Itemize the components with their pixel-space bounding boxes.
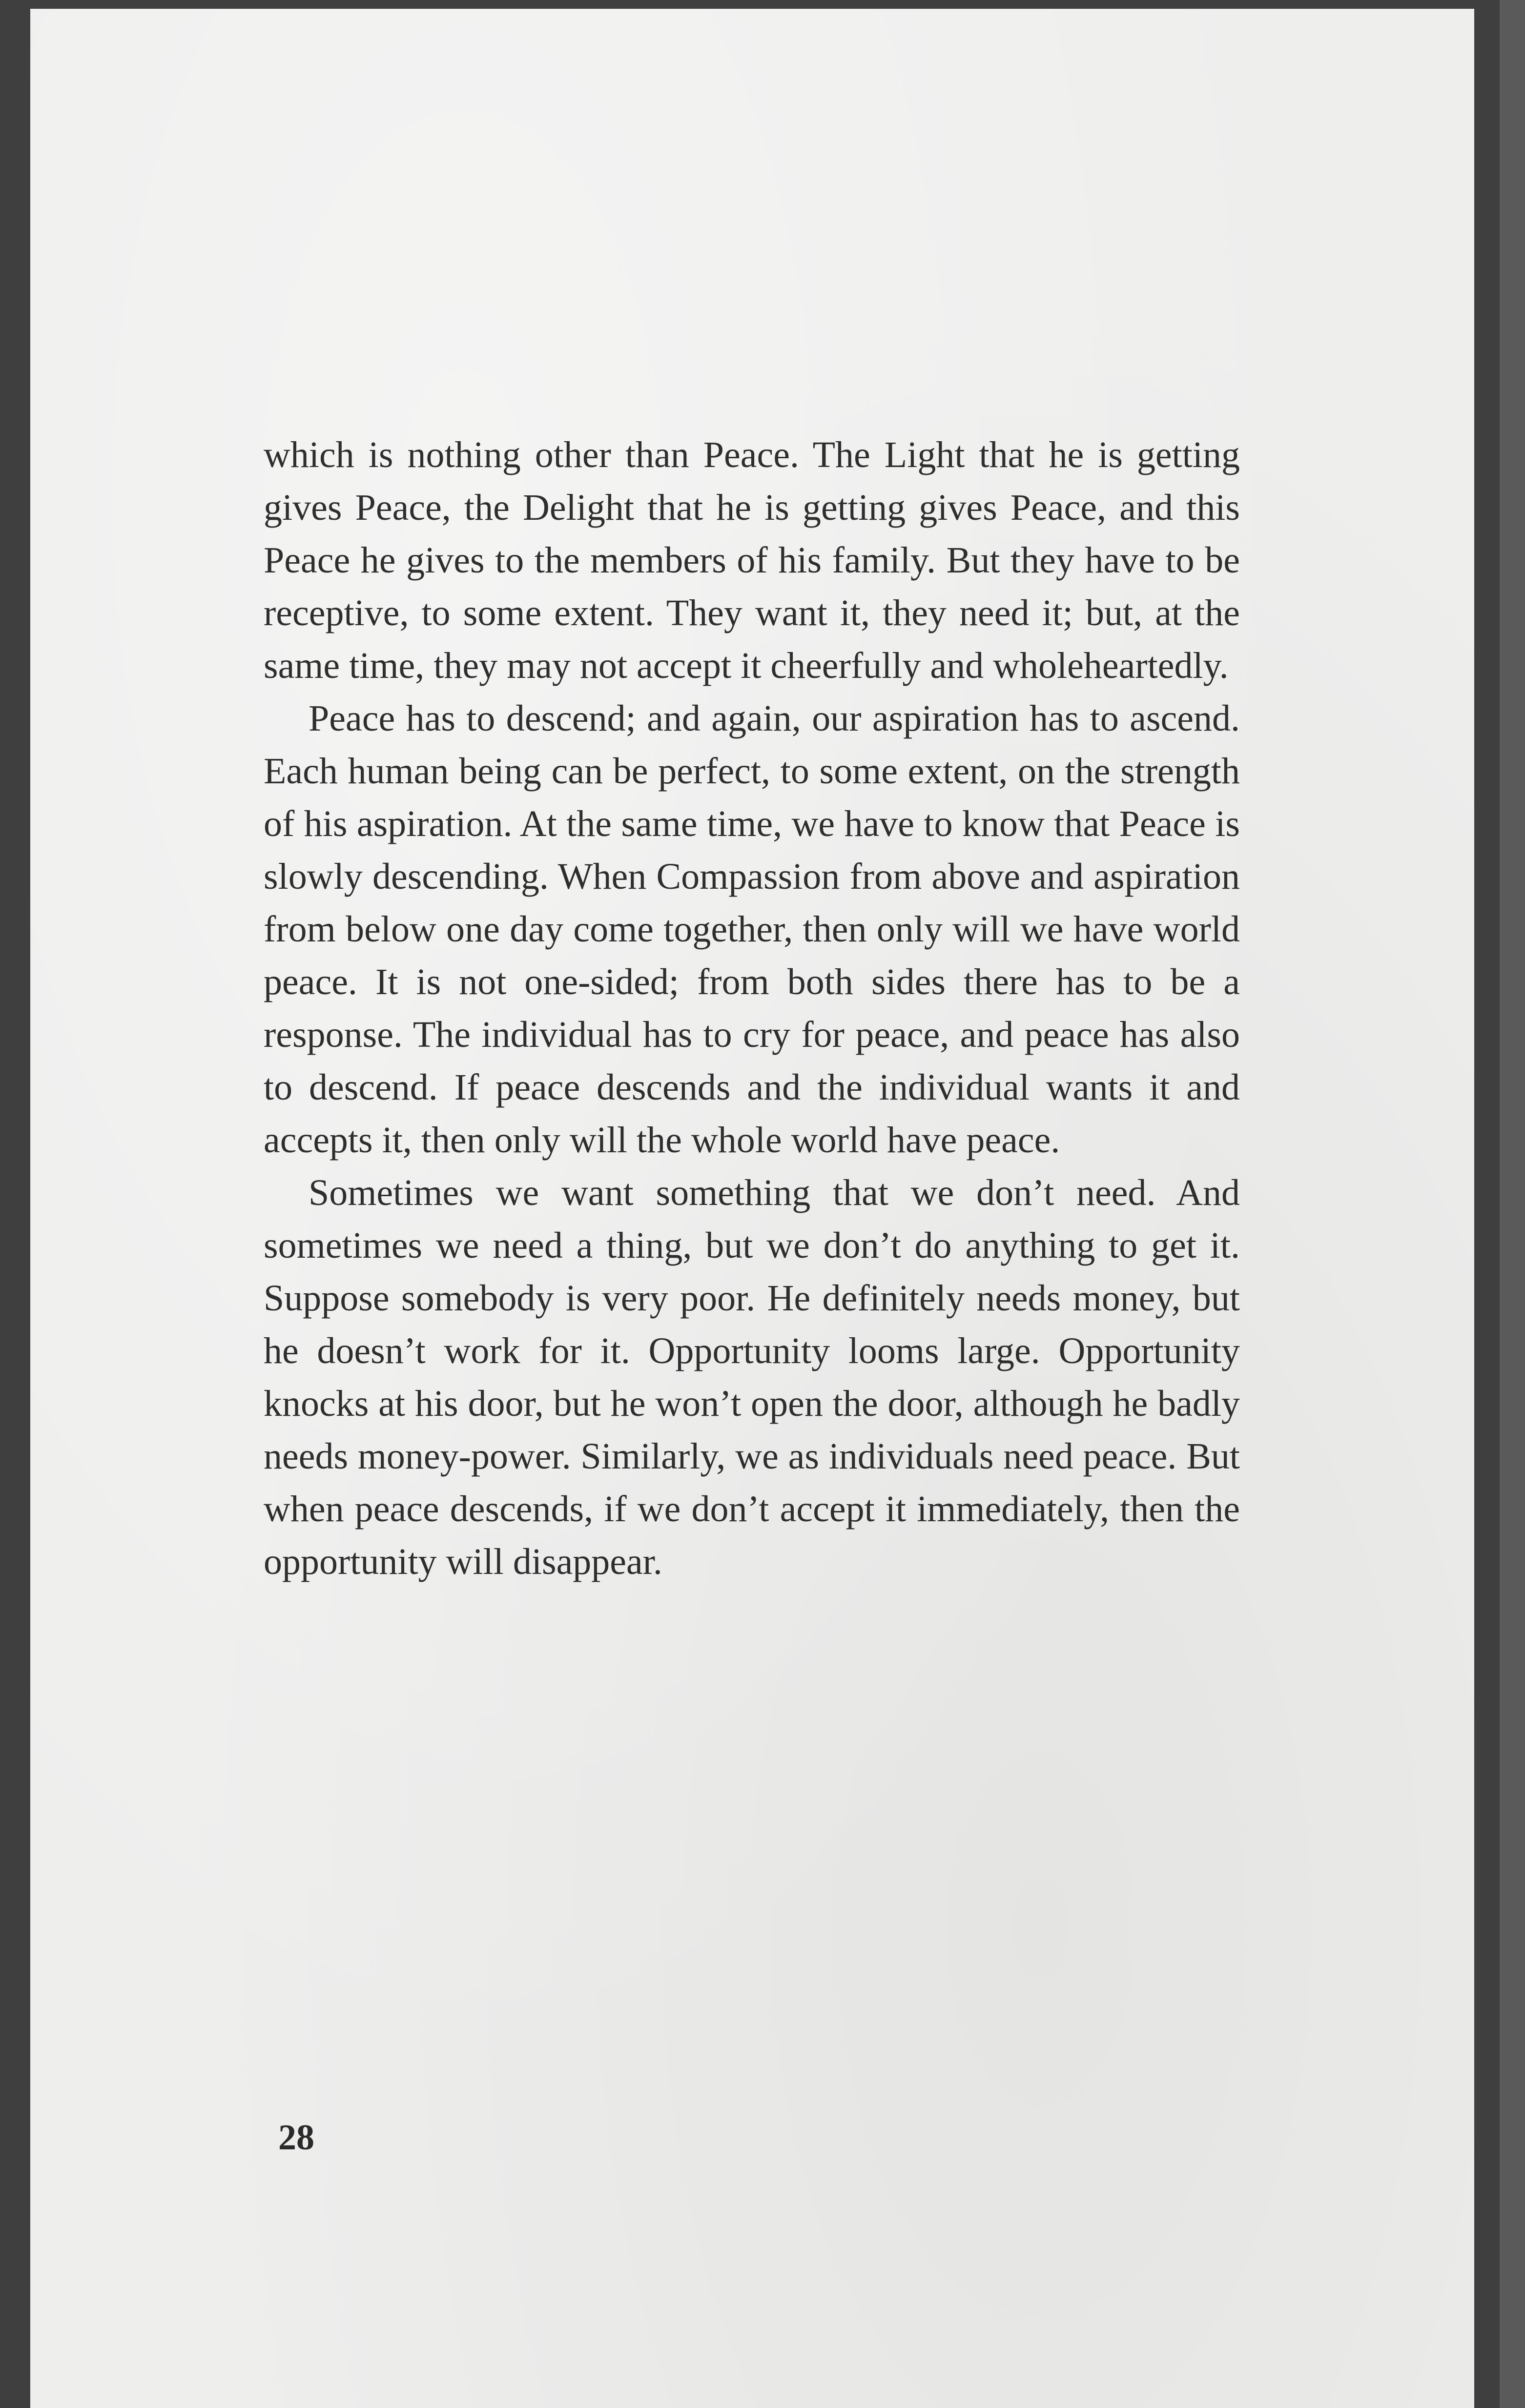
page-number: 28: [278, 2118, 314, 2158]
paragraph-1: which is nothing other than Peace. The Light that he is getting gives Peace, the Delight that he is getting gives Peace, and this Peace he gives to the members of his family. But they have to be receptive, to some extent. They want it, they need it; but, at the same time, they may not accept it cheerfully and wholeheartedly.: [264, 434, 1240, 686]
scan-right-edge: [1500, 0, 1525, 2408]
paragraph-3: Sometimes we want something that we don’t need. And sometimes we need a thing, but we don’t do anything to get it. Suppose somebody is very poor. He definitely needs money, but he doesn’t work for it. Opportunity looms large. Opportunity knocks at his door, but he won’t open the door, although he badly needs money-power. Similarly, we as individuals need peace. But when peace descends, if we don’t accept it immediately, then the opportunity will disappear.: [264, 1172, 1240, 1582]
body-text: [264, 429, 1240, 1588]
paragraph-2: Peace has to descend; and again, our aspiration has to ascend. Each human being can be perfect, to some extent, on the strength of his aspiration. At the same time, we have to know that Peace is slowly descending. When Compassion from above and aspiration from below one day come together, then only will we have world peace. It is not one-sided; from both sides there has to be a response. The individual has to cry for peace, and peace has also to descend. If peace descends and the individual wants it and accepts it, then only will the whole world have peace.: [264, 698, 1240, 1161]
